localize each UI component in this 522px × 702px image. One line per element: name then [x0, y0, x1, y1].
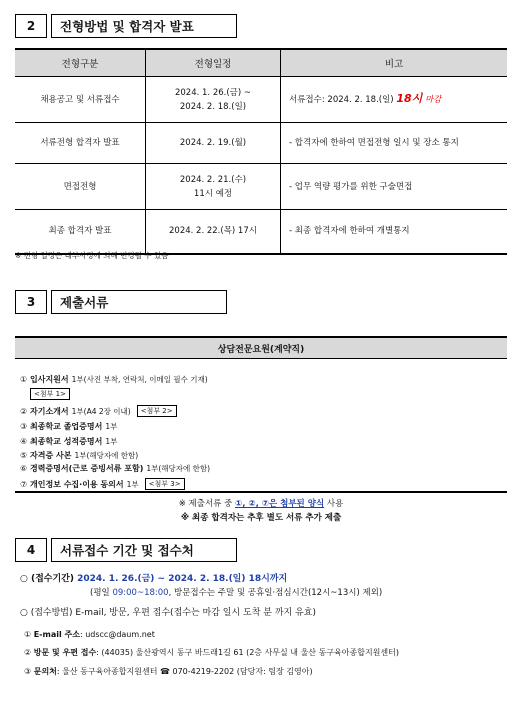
section-title: 서류접수 기간 및 접수처	[51, 538, 237, 562]
section-number: 4	[15, 538, 47, 562]
deadline-highlight: 18시	[396, 92, 423, 105]
column-header: 전형일정	[146, 49, 281, 77]
note-cell: 서류접수: 2024. 2. 18.(일) 18시 마감	[281, 77, 508, 123]
note-cell: - 업무 역량 평가를 위한 구술면접	[281, 164, 508, 210]
list-item: ⑦ 개인정보 수집·이용 동의서 1부 <첨부 3>	[20, 478, 185, 490]
table-header-row	[15, 49, 507, 77]
divider	[15, 491, 507, 493]
table-row	[15, 77, 507, 123]
section-number: 2	[15, 14, 47, 38]
table-row	[15, 164, 507, 210]
docs-note: ※ 최종 합격자는 추후 별도 서류 추가 제출	[180, 513, 342, 523]
list-item: ④ 최종학교 성적증명서 1부	[20, 437, 118, 446]
date-cell: 2024. 2. 22.(목) 17시	[146, 210, 281, 254]
list-item: ⑤ 자격증 사본 1부(해당자에 한함)	[20, 451, 139, 460]
stage-cell: 서류전형 합격자 발표	[15, 123, 146, 164]
section-title: 전형방법 및 합격자 발표	[51, 14, 237, 38]
column-header: 전형구분	[15, 49, 146, 77]
list-item: ③ 최종학교 졸업증명서 1부	[20, 422, 118, 431]
list-item: ⑥ 경력증명서(근로 증빙서류 포함) 1부(해당자에 한함)	[20, 464, 211, 473]
date-cell: 2024. 1. 26.(금) ~ 2024. 2. 18.(일)	[146, 77, 281, 123]
application-period: ○ (접수기간) 2024. 1. 26.(금) ~ 2024. 2. 18.(일) 18시까지	[20, 574, 288, 584]
table-row	[15, 123, 507, 164]
application-method: ○ (접수방법) E-mail, 방문, 우편 접수(접수는 마감 일시 도착 분 까지 유효)	[20, 608, 316, 618]
contact-email: ① E-mail 주소: udscc@daum.net	[24, 630, 155, 639]
contact-inquiry: ③ 문의처: 울산 동구육아종합지원센터 ☎ 070-4219-2202 (담당자: 팀장 김영아)	[24, 667, 313, 676]
schedule-footnote: ※ 전형 일정은 내부사정에 의해 변경될 수 있음	[15, 251, 169, 260]
date-cell: 2024. 2. 19.(월)	[146, 123, 281, 164]
list-item: ① 입사지원서 1부(사진 부착, 연락처, 이메일 필수 기재)	[20, 375, 208, 384]
stage-cell: 최종 합격자 발표	[15, 210, 146, 254]
position-bar: 상담전문요원(계약직)	[15, 336, 507, 359]
column-header: 비고	[281, 49, 508, 77]
stage-cell: 면접전형	[15, 164, 146, 210]
contact-address: ② 방문 및 우편 접수: (44035) 울산광역시 동구 바드래1길 61 (2층 사무실 내 울산 동구육아종합지원센터)	[24, 648, 399, 657]
table-row	[15, 210, 507, 254]
section-2-heading	[15, 14, 237, 38]
schedule-table	[15, 48, 507, 255]
date-cell: 2024. 2. 21.(수) 11시 예정	[146, 164, 281, 210]
note-cell: - 최종 합격자에 한하여 개별통지	[281, 210, 508, 254]
stage-cell: 채용공고 및 서류접수	[15, 77, 146, 123]
attachment-tag: <첨부 1>	[30, 388, 70, 400]
list-item	[30, 388, 70, 400]
application-period-note: (평일 09:00~18:00, 방문접수는 주말 및 공휴일·점심시간(12시~13시) 제외)	[90, 588, 383, 598]
note-cell: - 합격자에 한하여 면접전형 일시 및 장소 통지	[281, 123, 508, 164]
docs-note: ※ 제출서류 중 ①, ②, ⑦은 첨부된 양식 사용	[178, 499, 344, 509]
attachment-tag: <첨부 3>	[145, 478, 185, 490]
list-item: ② 자기소개서 1부(A4 2장 이내) <첨부 2>	[20, 405, 177, 417]
section-3-heading	[15, 290, 227, 314]
section-4-heading	[15, 538, 237, 562]
section-number: 3	[15, 290, 47, 314]
attachment-tag: <첨부 2>	[137, 405, 177, 417]
section-title: 제출서류	[51, 290, 227, 314]
